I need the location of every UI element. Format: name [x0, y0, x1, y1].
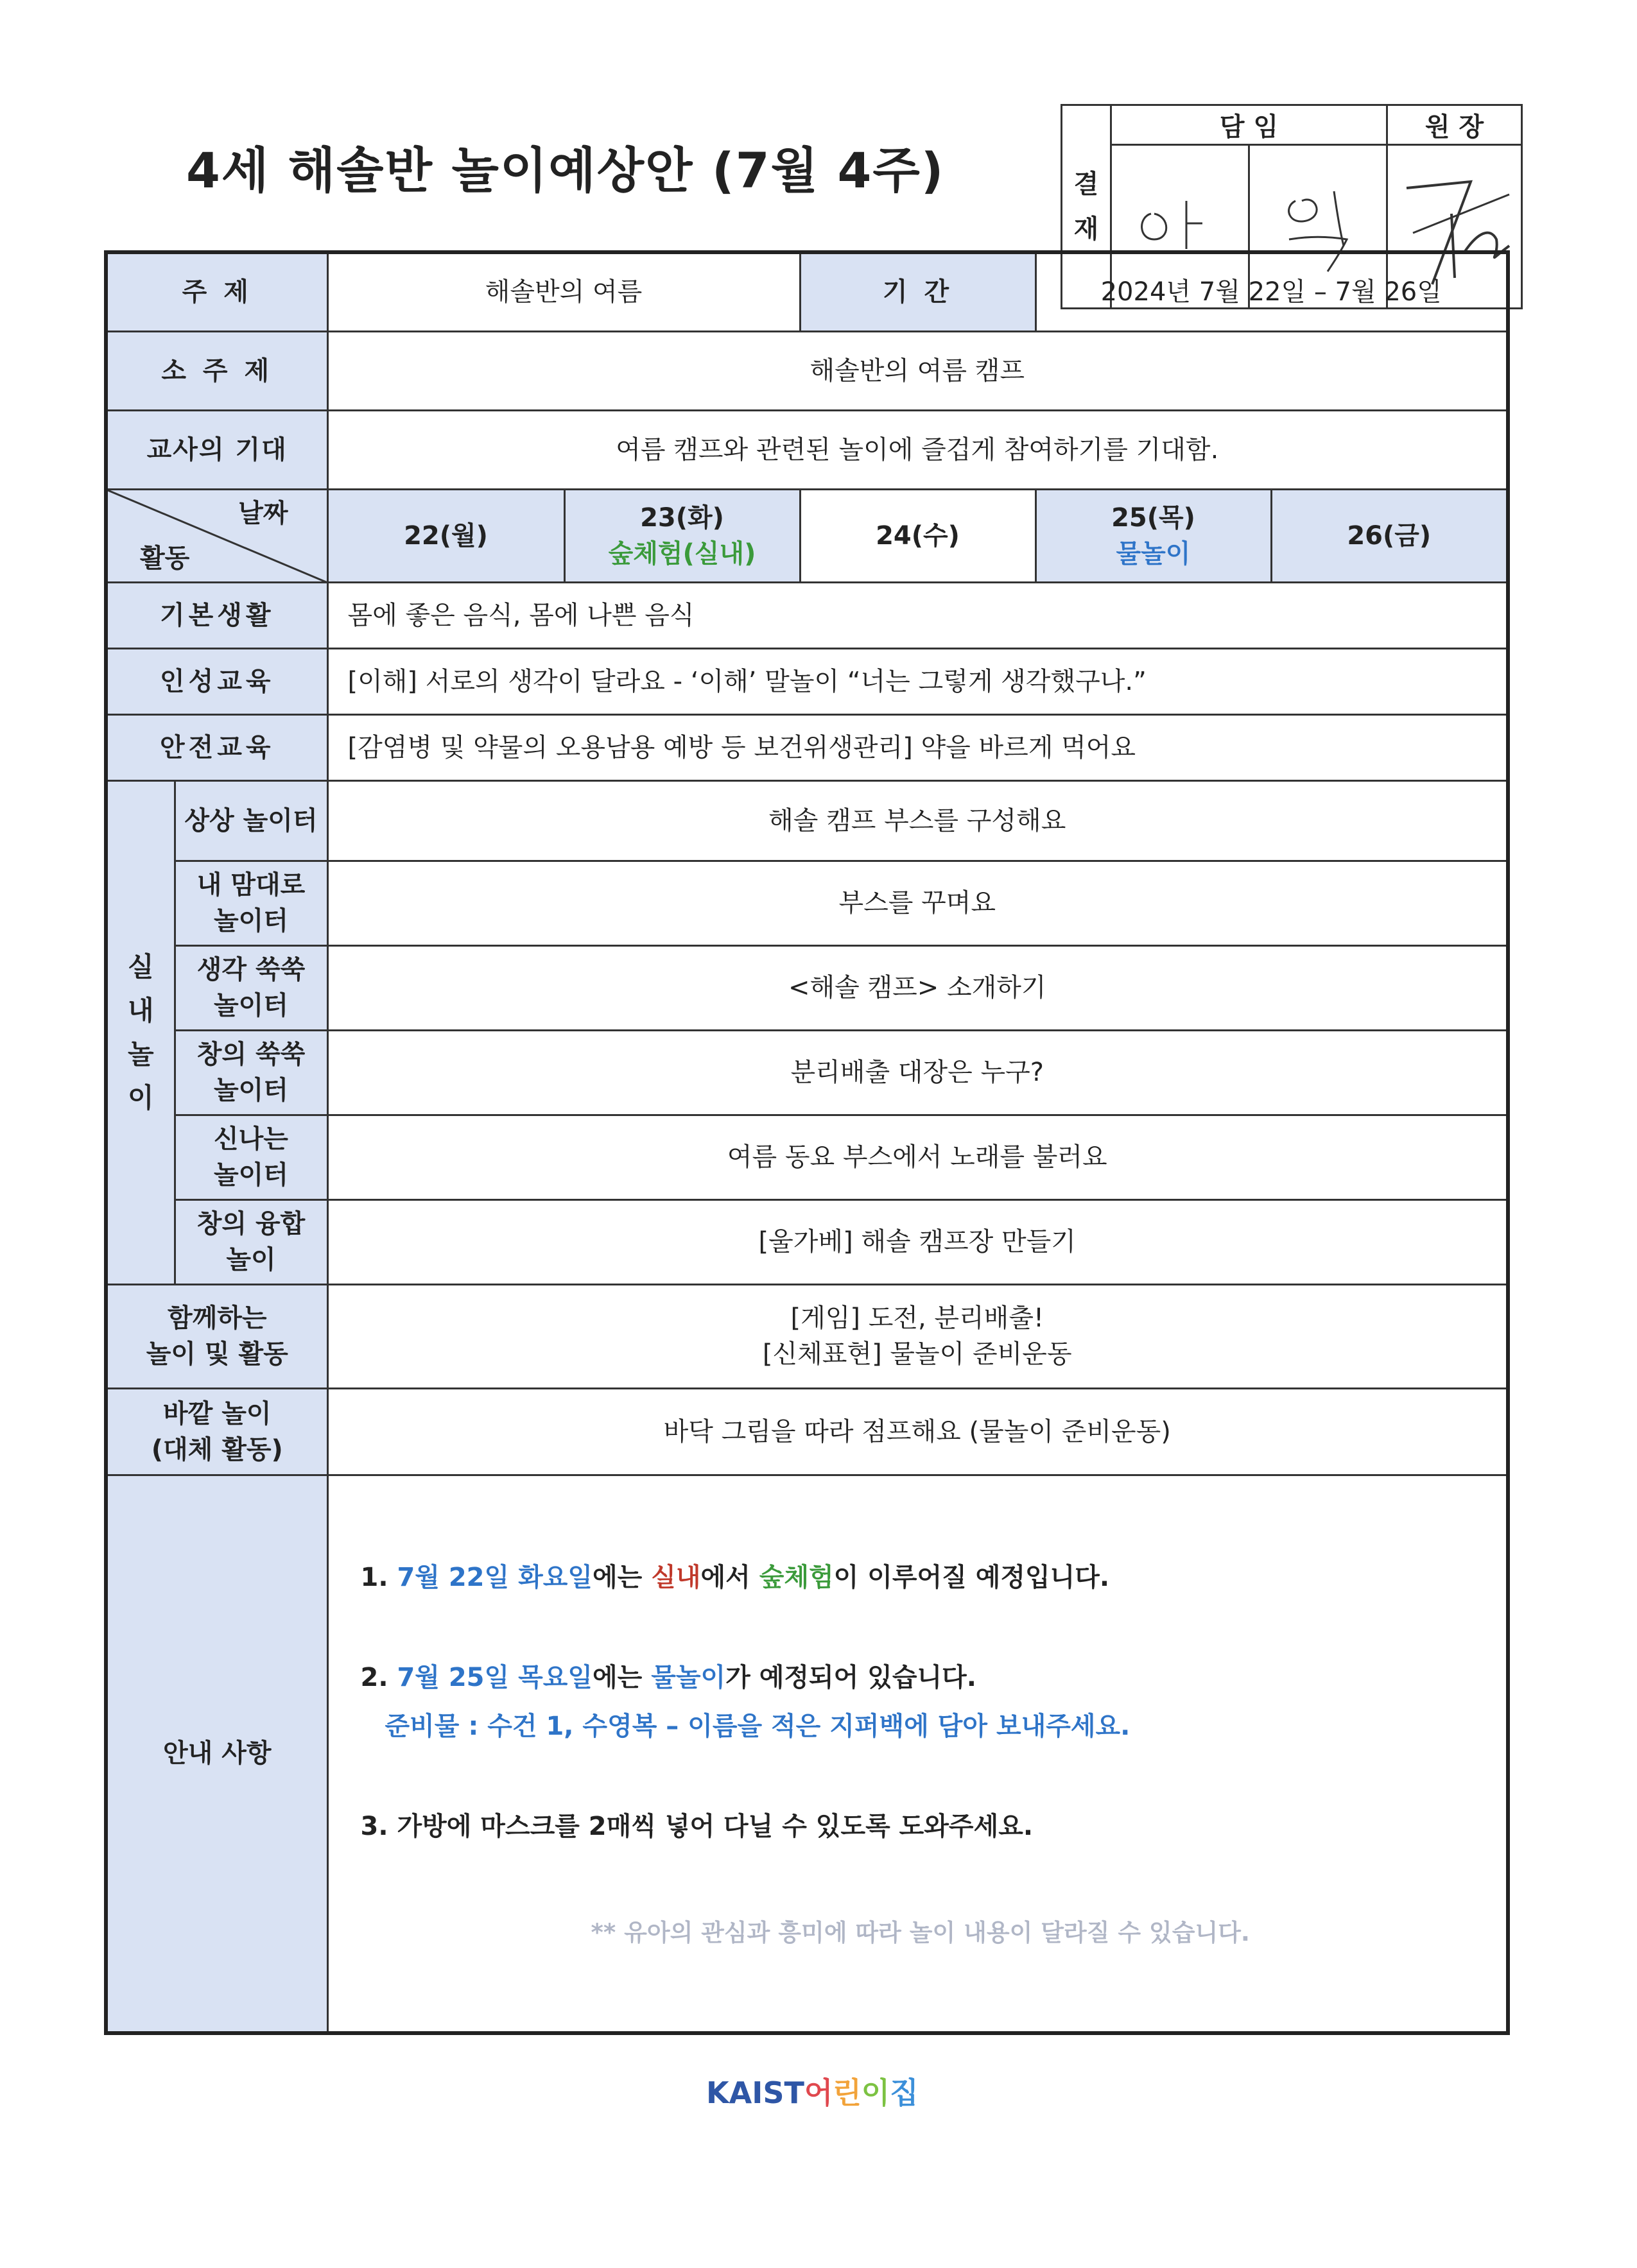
- day-wed: [800, 489, 1035, 582]
- notice-date: 7월 22일 화요일: [397, 1562, 593, 1592]
- approval-label-top: 결: [1073, 169, 1099, 199]
- indoor-group-label: [106, 780, 175, 1284]
- indoor-item-value: 여름 동요 부스에서 노래를 불러요: [327, 1115, 1508, 1199]
- notice-item-2: [361, 1660, 1507, 1696]
- day-mon: [327, 489, 564, 582]
- notice-activity: 숲체험: [759, 1562, 834, 1592]
- notice-activity: 물놀이: [651, 1662, 726, 1692]
- label-line: 창의 쑥쑥: [196, 1040, 306, 1069]
- indoor-item-value: <해솔 캠프> 소개하기: [327, 945, 1508, 1030]
- notice-item-3: 3. 가방에 마스크를 2매씩 넣어 다닐 수 있도록 도와주세요.: [360, 1811, 1034, 1841]
- day-fri: [1271, 489, 1508, 582]
- indoor-item-label: [175, 1030, 327, 1115]
- basic-label: 기본생활: [106, 582, 327, 648]
- corner-date-label: 날짜: [238, 498, 288, 528]
- logo-char: 집: [890, 2075, 919, 2110]
- label-line: 놀이터: [214, 1076, 288, 1105]
- label-line: 놀이터: [214, 991, 288, 1020]
- indoor-item-label: [175, 1115, 327, 1199]
- together-line: [신체표현] 물놀이 준비운동: [762, 1339, 1072, 1369]
- notice-text: 에서: [700, 1562, 759, 1592]
- label-line: 놀이터: [214, 906, 288, 936]
- safety-value: [감염병 및 약물의 오용남용 예방 등 보건위생관리] 약을 바르게 먹어요: [327, 714, 1508, 780]
- label-line: (대체 활동): [151, 1434, 283, 1465]
- label-line: 창의 융합: [196, 1209, 306, 1239]
- day-date: 24(수): [876, 520, 960, 551]
- day-date: 25(목): [1111, 503, 1195, 533]
- kaist-kindergarten-logo: [706, 2070, 919, 2112]
- notice-text: 에는: [593, 1662, 652, 1692]
- label-line: 바깥 놀이: [163, 1398, 272, 1429]
- together-label: [106, 1284, 327, 1388]
- notice-prep: 준비물 : 수건 1, 수영복 – 이름을 적은 지퍼백에 담아 보내주세요.: [385, 1711, 1130, 1741]
- indoor-item-label: [175, 1199, 327, 1284]
- notice-num: 2.: [360, 1662, 397, 1692]
- day-thu: [1035, 489, 1271, 582]
- notice-date: 7월 25일 목요일: [397, 1662, 593, 1692]
- label-line: 놀이: [226, 1245, 276, 1275]
- logo-kaist: KAIST: [706, 2075, 804, 2110]
- character-label: 인성교육: [106, 648, 327, 714]
- day-date: 26(금): [1347, 520, 1432, 551]
- expect-label: 교사의 기대: [106, 410, 327, 489]
- indoor-item-value: 해솔 캠프 부스를 구성해요: [327, 780, 1508, 861]
- together-line: [게임] 도전, 분리배출!: [790, 1303, 1044, 1333]
- indoor-item-value: [울가베] 해솔 캠프장 만들기: [327, 1199, 1508, 1284]
- label-line: 함께하는: [167, 1303, 267, 1333]
- notice-text: 가 예정되어 있습니다.: [725, 1662, 976, 1692]
- period-value: 2024년 7월 22일 – 7월 26일: [1035, 252, 1508, 331]
- day-date: 23(화): [640, 503, 724, 533]
- indoor-char: 내: [127, 994, 154, 1026]
- label-line: 놀이 및 활동: [146, 1339, 288, 1369]
- indoor-item-label: [175, 861, 327, 945]
- safety-label: 안전교육: [106, 714, 327, 780]
- character-value: [이해] 서로의 생각이 달라요 - ‘이해’ 말놀이 “너는 그렇게 생각했구나.”: [327, 648, 1508, 714]
- indoor-char: 이: [127, 1081, 154, 1113]
- logo-char: 린: [833, 2075, 862, 2110]
- label-line: 신나는: [214, 1124, 288, 1154]
- theme-value: 해솔반의 여름: [327, 252, 800, 331]
- notice-place: 실내: [651, 1562, 701, 1592]
- period-label: 기 간: [800, 252, 1035, 331]
- logo-char: 어: [804, 2075, 833, 2110]
- together-value: [327, 1284, 1508, 1388]
- label-line: 내 맘대로: [196, 870, 306, 900]
- director-header: 원 장: [1387, 105, 1522, 145]
- page-title: 4세 해솔반 놀이예상안 (7월 4주): [186, 142, 945, 199]
- day-note: 물놀이: [1116, 538, 1191, 569]
- notice-text: 에는: [593, 1562, 652, 1592]
- indoor-item-label: [175, 945, 327, 1030]
- teacher-header: 담 임: [1111, 105, 1387, 145]
- corner-activity-label: 활동: [140, 543, 190, 573]
- outdoor-label: [106, 1388, 327, 1475]
- expect-value: 여름 캠프와 관련된 놀이에 즐겁게 참여하기를 기대함.: [327, 410, 1508, 489]
- subtheme-label: 소 주 제: [106, 331, 327, 410]
- notice-num: 1.: [360, 1562, 397, 1592]
- plan-table: [104, 250, 1510, 2035]
- theme-label: 주 제: [106, 252, 327, 331]
- label-line: 생각 쑥쑥: [196, 955, 306, 984]
- subtheme-value: 해솔반의 여름 캠프: [327, 331, 1508, 410]
- date-activity-corner: [106, 489, 327, 582]
- notice-label: 안내 사항: [106, 1475, 327, 2033]
- day-tue: [564, 489, 800, 582]
- indoor-item-value: 분리배출 대장은 누구?: [327, 1030, 1508, 1115]
- outdoor-value: 바닥 그림을 따라 점프해요 (물놀이 준비운동): [327, 1388, 1508, 1475]
- notice-footnote: ** 유아의 관심과 흥미에 따라 놀이 내용이 달라질 수 있습니다.: [591, 1918, 1250, 1946]
- notice-item-1: [361, 1559, 1507, 1595]
- day-note: 숲체험(실내): [608, 538, 756, 569]
- indoor-char: 실: [127, 950, 154, 983]
- basic-value: 몸에 좋은 음식, 몸에 나쁜 음식: [327, 582, 1508, 648]
- day-date: 22(월): [404, 520, 488, 551]
- label-line: 놀이터: [214, 1160, 288, 1190]
- approval-label-bottom: 재: [1073, 214, 1099, 244]
- notice-content: [327, 1475, 1508, 2033]
- indoor-item-value: 부스를 꾸며요: [327, 861, 1508, 945]
- indoor-item-label: 상상 놀이터: [175, 780, 327, 861]
- indoor-char: 놀: [127, 1038, 154, 1070]
- notice-text: 이 이루어질 예정입니다.: [833, 1562, 1110, 1592]
- logo-char: 이: [861, 2075, 890, 2110]
